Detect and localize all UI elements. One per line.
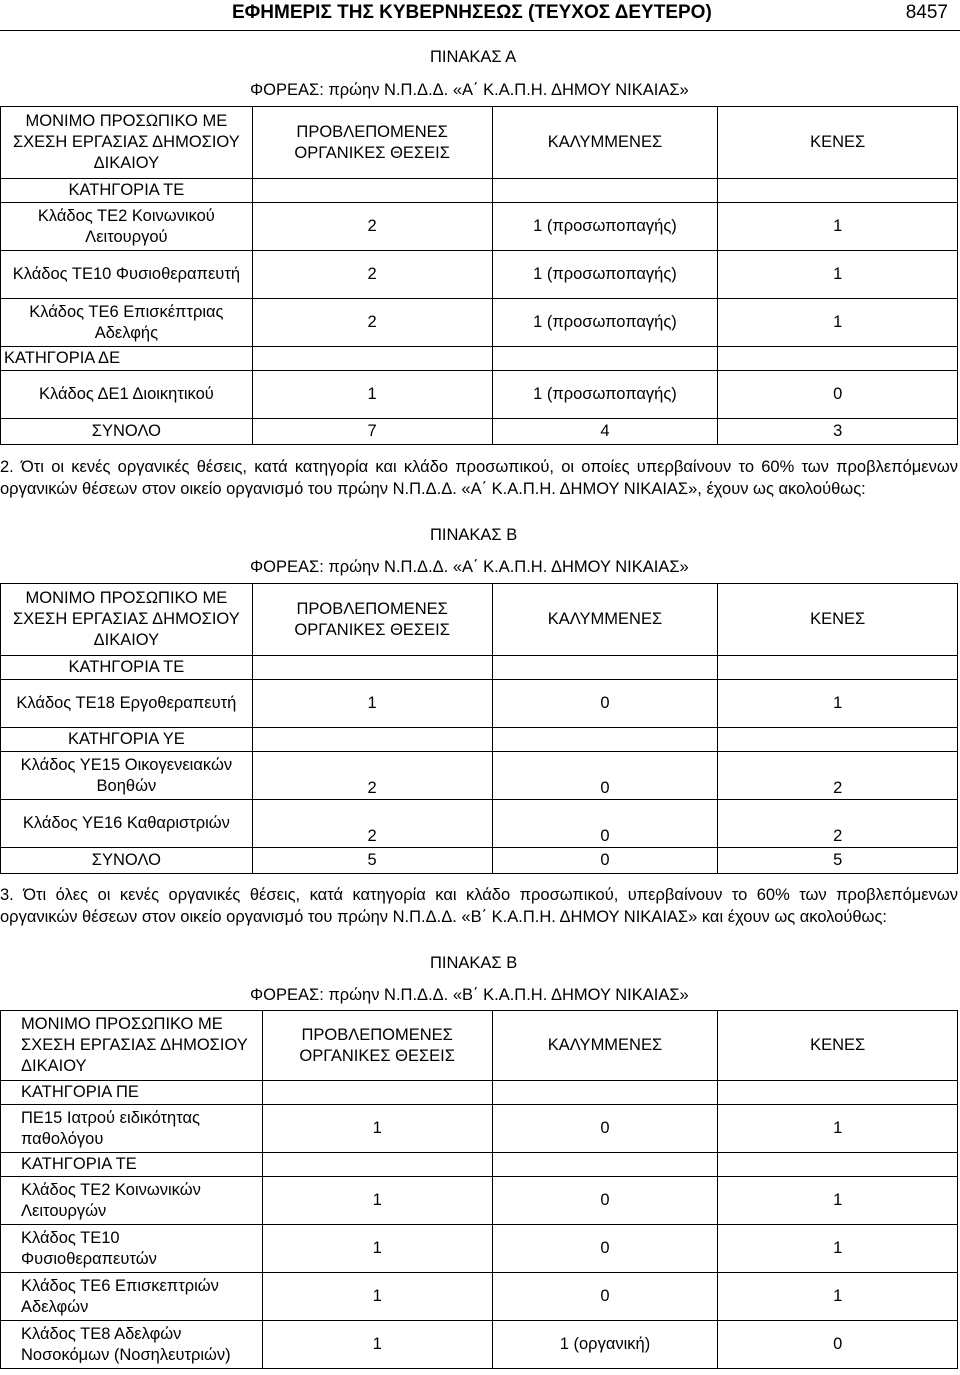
planned-cell: 1 bbox=[262, 1177, 492, 1225]
filled-cell: 0 bbox=[492, 1273, 718, 1321]
table-b2-agency: ΦΟΡΕΑΣ: πρώην Ν.Π.Δ.Δ. «Β΄ Κ.Α.Π.Η. ΔΗΜΟΥ ΝΙΚΑΙΑΣ» bbox=[250, 986, 689, 1004]
category-row bbox=[1, 347, 958, 371]
gazette-title: ΕΦΗΜΕΡΙΣ ΤΗΣ ΚΥΒΕΡΝΗΣΕΩΣ (ΤΕΥΧΟΣ ΔΕΥΤΕΡΟ) bbox=[232, 2, 712, 23]
table-b2-caption: ΠΙΝΑΚΑΣ Β bbox=[430, 954, 518, 972]
table-header-row bbox=[1, 584, 958, 656]
filled-cell: 1 (προσωποπαγής) bbox=[492, 203, 718, 251]
planned-cell: 1 bbox=[262, 1273, 492, 1321]
filled-cell: 0 bbox=[492, 680, 718, 728]
planned-cell: 1 bbox=[262, 1321, 492, 1369]
table-b1-agency: ΦΟΡΕΑΣ: πρώην Ν.Π.Δ.Δ. «Α΄ Κ.Α.Π.Η. ΔΗΜΟΥ ΝΙΚΑΙΑΣ» bbox=[250, 558, 689, 576]
header-staff: ΜΟΝΙΜΟ ΠΡΟΣΩΠΙΚΟ ΜΕ ΣΧΕΣΗ ΕΡΓΑΣΙΑΣ ΔΗΜΟΣΙΟΥ ΔΙΚΑΙΟΥ bbox=[1, 1011, 263, 1081]
table-b1-caption: ΠΙΝΑΚΑΣ Β bbox=[430, 526, 518, 544]
table-row bbox=[1, 1273, 958, 1321]
header-planned: ΠΡΟΒΛΕΠΟΜΕΝΕΣ ΟΡΓΑΝΙΚΕΣ ΘΕΣΕΙΣ bbox=[262, 1011, 492, 1081]
vacant-cell: 1 bbox=[718, 203, 958, 251]
category-row bbox=[1, 179, 958, 203]
filled-cell: 1 (οργανική) bbox=[492, 1321, 718, 1369]
branch-cell: ΠΕ15 Ιατρού ειδικότητας παθολόγου bbox=[1, 1105, 263, 1153]
table-b2 bbox=[0, 1010, 958, 1369]
filled-cell: 1 (προσωποπαγής) bbox=[492, 371, 718, 419]
category-row bbox=[1, 656, 958, 680]
planned-cell: 1 bbox=[252, 680, 492, 728]
table-row bbox=[1, 251, 958, 299]
filled-cell: 0 bbox=[492, 1225, 718, 1273]
category-label: ΚΑΤΗΓΟΡΙΑ ΠΕ bbox=[1, 1081, 263, 1105]
total-vacant: 3 bbox=[718, 419, 958, 445]
category-row bbox=[1, 728, 958, 752]
branch-cell: Κλάδος ΤΕ10 Φυσιοθεραπευτών bbox=[1, 1225, 263, 1273]
table-row bbox=[1, 752, 958, 800]
table-row bbox=[1, 680, 958, 728]
filled-cell: 0 bbox=[492, 1105, 718, 1153]
header-vacant: ΚΕΝΕΣ bbox=[718, 107, 958, 179]
planned-cell: 1 bbox=[262, 1225, 492, 1273]
header-vacant: ΚΕΝΕΣ bbox=[718, 1011, 958, 1081]
planned-cell: 2 bbox=[252, 251, 492, 299]
header-vacant: ΚΕΝΕΣ bbox=[718, 584, 958, 656]
category-label: ΚΑΤΗΓΟΡΙΑ ΤΕ bbox=[1, 179, 253, 203]
branch-cell: Κλάδος ΥΕ15 Οικογενειακών Βοηθών bbox=[1, 752, 253, 800]
vacant-cell: 2 bbox=[718, 800, 958, 848]
page-header bbox=[0, 0, 960, 31]
filled-cell: 0 bbox=[492, 752, 718, 800]
total-filled: 4 bbox=[492, 419, 718, 445]
branch-cell: Κλάδος ΤΕ8 Αδελφών Νοσοκόμων (Νοσηλευτριών) bbox=[1, 1321, 263, 1369]
vacant-cell: 1 bbox=[718, 680, 958, 728]
category-row bbox=[1, 1153, 958, 1177]
total-filled: 0 bbox=[492, 848, 718, 874]
total-row bbox=[1, 419, 958, 445]
header-staff: ΜΟΝΙΜΟ ΠΡΟΣΩΠΙΚΟ ΜΕ ΣΧΕΣΗ ΕΡΓΑΣΙΑΣ ΔΗΜΟΣΙΟΥ ΔΙΚΑΙΟΥ bbox=[1, 107, 253, 179]
filled-cell: 1 (προσωποπαγής) bbox=[492, 299, 718, 347]
branch-cell: Κλάδος ΤΕ18 Εργοθεραπευτή bbox=[1, 680, 253, 728]
table-row bbox=[1, 800, 958, 848]
category-label: ΚΑΤΗΓΟΡΙΑ ΤΕ bbox=[1, 656, 253, 680]
total-planned: 7 bbox=[252, 419, 492, 445]
table-header-row bbox=[1, 107, 958, 179]
planned-cell: 2 bbox=[252, 752, 492, 800]
header-planned: ΠΡΟΒΛΕΠΟΜΕΝΕΣ ΟΡΓΑΝΙΚΕΣ ΘΕΣΕΙΣ bbox=[252, 107, 492, 179]
vacant-cell: 2 bbox=[718, 752, 958, 800]
filled-cell: 1 (προσωποπαγής) bbox=[492, 251, 718, 299]
branch-cell: Κλάδος ΤΕ6 Επισκέπτριας Αδελφής bbox=[1, 299, 253, 347]
table-row bbox=[1, 1105, 958, 1153]
vacant-cell: 0 bbox=[718, 1321, 958, 1369]
planned-cell: 2 bbox=[252, 299, 492, 347]
vacant-cell: 1 bbox=[718, 299, 958, 347]
vacant-cell: 1 bbox=[718, 1105, 958, 1153]
total-planned: 5 bbox=[252, 848, 492, 874]
header-filled: ΚΑΛΥΜΜΕΝΕΣ bbox=[492, 584, 718, 656]
table-row bbox=[1, 371, 958, 419]
header-planned: ΠΡΟΒΛΕΠΟΜΕΝΕΣ ΟΡΓΑΝΙΚΕΣ ΘΕΣΕΙΣ bbox=[252, 584, 492, 656]
vacant-cell: 1 bbox=[718, 1177, 958, 1225]
header-filled: ΚΑΛΥΜΜΕΝΕΣ bbox=[492, 107, 718, 179]
total-vacant: 5 bbox=[718, 848, 958, 874]
table-b1 bbox=[0, 583, 958, 874]
total-label: ΣΥΝΟΛΟ bbox=[1, 419, 253, 445]
branch-cell: Κλάδος ΤΕ10 Φυσιοθεραπευτή bbox=[1, 251, 253, 299]
paragraph-3: 3. Ότι όλες οι κενές οργανικές θέσεις, κατά κατηγορία και κλάδο προσωπικού, υπερβαίνουν το 60% των προβλεπόμενων οργανικών θέσεων στον οικείο οργανισμό του πρώην Ν.Π.Δ.Δ. «Β΄ Κ.Α.Π.Η. ΔΗΜΟΥ ΝΙΚΑΙΑΣ» και έχουν ως ακολούθως: bbox=[0, 886, 958, 926]
table-row bbox=[1, 299, 958, 347]
table-row bbox=[1, 1321, 958, 1369]
planned-cell: 2 bbox=[252, 800, 492, 848]
vacant-cell: 0 bbox=[718, 371, 958, 419]
planned-cell: 2 bbox=[252, 203, 492, 251]
branch-cell: Κλάδος ΤΕ2 Κοινωνικού Λειτουργού bbox=[1, 203, 253, 251]
planned-cell: 1 bbox=[252, 371, 492, 419]
planned-cell: 1 bbox=[262, 1105, 492, 1153]
header-staff: ΜΟΝΙΜΟ ΠΡΟΣΩΠΙΚΟ ΜΕ ΣΧΕΣΗ ΕΡΓΑΣΙΑΣ ΔΗΜΟΣΙΟΥ ΔΙΚΑΙΟΥ bbox=[1, 584, 253, 656]
branch-cell: Κλάδος ΤΕ6 Επισκεπτριών Αδελφών bbox=[1, 1273, 263, 1321]
category-label: ΚΑΤΗΓΟΡΙΑ ΥΕ bbox=[1, 728, 253, 752]
filled-cell: 0 bbox=[492, 1177, 718, 1225]
table-a-caption: ΠΙΝΑΚΑΣ Α bbox=[430, 48, 517, 66]
table-row bbox=[1, 1177, 958, 1225]
vacant-cell: 1 bbox=[718, 251, 958, 299]
total-label: ΣΥΝΟΛΟ bbox=[1, 848, 253, 874]
table-a bbox=[0, 106, 958, 445]
category-label: ΚΑΤΗΓΟΡΙΑ ΤΕ bbox=[1, 1153, 263, 1177]
table-row bbox=[1, 203, 958, 251]
page-number: 8457 bbox=[905, 2, 948, 23]
table-a-agency: ΦΟΡΕΑΣ: πρώην Ν.Π.Δ.Δ. «Α΄ Κ.Α.Π.Η. ΔΗΜΟΥ ΝΙΚΑΙΑΣ» bbox=[250, 81, 689, 99]
category-label: ΚΑΤΗΓΟΡΙΑ ΔΕ bbox=[1, 347, 253, 371]
header-filled: ΚΑΛΥΜΜΕΝΕΣ bbox=[492, 1011, 718, 1081]
table-row bbox=[1, 1225, 958, 1273]
branch-cell: Κλάδος ΥΕ16 Καθαριστριών bbox=[1, 800, 253, 848]
table-header-row bbox=[1, 1011, 958, 1081]
vacant-cell: 1 bbox=[718, 1225, 958, 1273]
total-row bbox=[1, 848, 958, 874]
paragraph-2: 2. Ότι οι κενές οργανικές θέσεις, κατά κατηγορία και κλάδο προσωπικού, οι οποίες υπερβαίνουν το 60% των προβλεπόμενων οργανικών θέσεων στον οικείο οργανισμό του πρώην Ν.Π.Δ.Δ. «Α΄ Κ.Α.Π.Η. ΔΗΜΟΥ ΝΙΚΑΙΑΣ», έχουν ως ακολούθως: bbox=[0, 458, 958, 498]
branch-cell: Κλάδος ΔΕ1 Διοικητικού bbox=[1, 371, 253, 419]
filled-cell: 0 bbox=[492, 800, 718, 848]
vacant-cell: 1 bbox=[718, 1273, 958, 1321]
branch-cell: Κλάδος ΤΕ2 Κοινωνικών Λειτουργών bbox=[1, 1177, 263, 1225]
category-row bbox=[1, 1081, 958, 1105]
